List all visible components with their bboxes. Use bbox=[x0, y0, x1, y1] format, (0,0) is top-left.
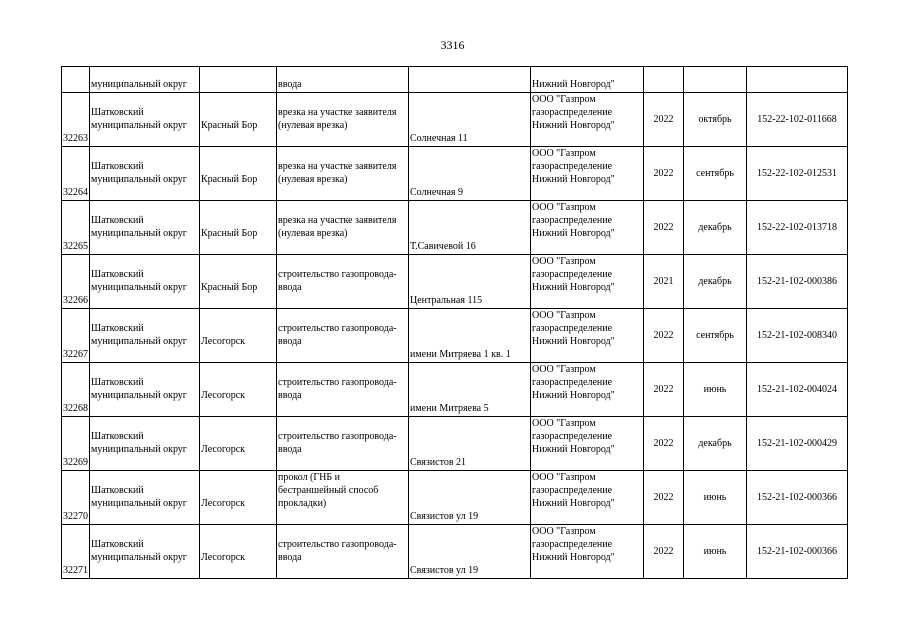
code-cell bbox=[747, 363, 848, 417]
address: Связистов ул 19 bbox=[410, 565, 479, 576]
organization-line-2: газораспределение bbox=[532, 161, 613, 172]
organization-cell bbox=[531, 201, 644, 255]
code-cell bbox=[747, 417, 848, 471]
address-cell bbox=[409, 93, 531, 147]
month: декабрь bbox=[698, 276, 732, 287]
code-cell bbox=[747, 309, 848, 363]
district-cell bbox=[90, 525, 200, 579]
month-cell bbox=[684, 147, 747, 201]
row-number: 32266 bbox=[63, 295, 88, 306]
row-number-cell bbox=[62, 201, 90, 255]
district-line-1: Шатковский bbox=[91, 215, 144, 226]
table-row bbox=[62, 201, 848, 255]
worktype-line-2: (нулевая врезка) bbox=[278, 228, 348, 239]
month: июнь bbox=[703, 492, 727, 503]
organization-line-2: газораспределение bbox=[532, 485, 613, 496]
locality-cell bbox=[200, 93, 277, 147]
organization-line-2: газораспределение bbox=[532, 215, 613, 226]
worktype-line-2: (нулевая врезка) bbox=[278, 120, 348, 131]
worktype-line-2: бестраншейный способ bbox=[278, 485, 379, 496]
row-number-cell bbox=[62, 147, 90, 201]
locality: Лесогорск bbox=[201, 390, 245, 401]
district-line-1: Шатковский bbox=[91, 431, 144, 442]
organization-line-3: Нижний Новгород" bbox=[532, 444, 615, 455]
row-number: 32269 bbox=[63, 457, 88, 468]
year: 2022 bbox=[653, 492, 674, 503]
district-line-1: Шатковский bbox=[91, 107, 144, 118]
address: Связистов 21 bbox=[410, 457, 467, 468]
organization-cell bbox=[531, 417, 644, 471]
district-line-2: муниципальный округ bbox=[91, 444, 187, 455]
worktype-cell bbox=[277, 255, 409, 309]
address-cell bbox=[409, 417, 531, 471]
district-cell bbox=[90, 471, 200, 525]
address-cell bbox=[409, 363, 531, 417]
worktype-cell bbox=[277, 201, 409, 255]
worktype-line-2: ввода bbox=[278, 390, 302, 401]
organization-line-2: газораспределение bbox=[532, 269, 613, 280]
locality-cell bbox=[200, 255, 277, 309]
year-cell bbox=[644, 255, 684, 309]
organization-line-3: Нижний Новгород" bbox=[532, 390, 615, 401]
code-cell bbox=[747, 67, 848, 93]
year-cell bbox=[644, 201, 684, 255]
worktype-line-2: (нулевая врезка) bbox=[278, 174, 348, 185]
locality-cell bbox=[200, 417, 277, 471]
code-cell bbox=[747, 525, 848, 579]
contract-code: 152-21-102-000429 bbox=[757, 438, 837, 449]
locality-cell bbox=[200, 471, 277, 525]
organization-line-1: ООО "Газпром bbox=[532, 148, 596, 159]
organization-cell bbox=[531, 363, 644, 417]
locality: Красный Бор bbox=[201, 120, 258, 131]
district-line-1: Шатковский bbox=[91, 539, 144, 550]
year: 2022 bbox=[653, 168, 674, 179]
contract-code: 152-22-102-013718 bbox=[757, 222, 837, 233]
table-row-partial bbox=[62, 67, 848, 93]
address: Т.Савичевой 16 bbox=[410, 241, 476, 252]
organization-line-1: ООО "Газпром bbox=[532, 418, 596, 429]
code-cell bbox=[747, 471, 848, 525]
row-number-cell bbox=[62, 309, 90, 363]
month-cell bbox=[684, 417, 747, 471]
month-cell bbox=[684, 525, 747, 579]
row-number-cell bbox=[62, 363, 90, 417]
worktype-line-1: врезка на участке заявителя bbox=[278, 107, 397, 118]
address-cell bbox=[409, 67, 531, 93]
row-number: 32264 bbox=[63, 187, 88, 198]
year: 2022 bbox=[653, 114, 674, 125]
locality: Лесогорск bbox=[201, 498, 245, 509]
organization-line-2: газораспределение bbox=[532, 539, 613, 550]
locality-cell bbox=[200, 309, 277, 363]
year-cell bbox=[644, 67, 684, 93]
contract-code: 152-21-102-004024 bbox=[757, 384, 837, 395]
worktype-cell: ввода bbox=[277, 67, 409, 93]
table-row bbox=[62, 363, 848, 417]
month-cell bbox=[684, 255, 747, 309]
page-number: 3316 bbox=[440, 38, 465, 52]
address-cell bbox=[409, 309, 531, 363]
locality-cell bbox=[200, 147, 277, 201]
district-cell: муниципальный округ bbox=[90, 67, 200, 93]
registry-table bbox=[61, 66, 848, 579]
locality: Лесогорск bbox=[201, 552, 245, 563]
organization-line-3: Нижний Новгород" bbox=[532, 552, 615, 563]
address: имени Митряева 5 bbox=[410, 403, 489, 414]
year-cell bbox=[644, 93, 684, 147]
month-cell bbox=[684, 309, 747, 363]
organization-cell bbox=[531, 471, 644, 525]
organization-line-3: Нижний Новгород" bbox=[532, 228, 615, 239]
address: Центральная 115 bbox=[410, 295, 483, 306]
contract-code: 152-21-102-000366 bbox=[757, 492, 837, 503]
code-cell bbox=[747, 147, 848, 201]
organization-line-3: Нижний Новгород" bbox=[532, 174, 615, 185]
locality: Красный Бор bbox=[201, 282, 258, 293]
organization-cell bbox=[531, 93, 644, 147]
worktype-cell bbox=[277, 525, 409, 579]
locality: Красный Бор bbox=[201, 228, 258, 239]
organization-line-1: ООО "Газпром bbox=[532, 526, 596, 537]
district-line-2: муниципальный округ bbox=[91, 552, 187, 563]
month: декабрь bbox=[698, 222, 732, 233]
district-line-2: муниципальный округ bbox=[91, 174, 187, 185]
organization-cell bbox=[531, 309, 644, 363]
table-row bbox=[62, 147, 848, 201]
row-number: 32263 bbox=[63, 133, 88, 144]
code-cell bbox=[747, 93, 848, 147]
district-cell bbox=[90, 201, 200, 255]
year: 2022 bbox=[653, 222, 674, 233]
contract-code: 152-21-102-008340 bbox=[757, 330, 837, 341]
month-cell bbox=[684, 471, 747, 525]
organization-line-2: газораспределение bbox=[532, 431, 613, 442]
organization-cell: Нижний Новгород" bbox=[531, 67, 644, 93]
locality-cell bbox=[200, 201, 277, 255]
month: сентябрь bbox=[696, 330, 734, 341]
district-line-2: муниципальный округ bbox=[91, 120, 187, 131]
district-line-1: Шатковский bbox=[91, 485, 144, 496]
organization-line-1: ООО "Газпром bbox=[532, 472, 596, 483]
organization-line-1: ООО "Газпром bbox=[532, 364, 596, 375]
organization-line-3: Нижний Новгород" bbox=[532, 498, 615, 509]
year: 2022 bbox=[653, 438, 674, 449]
worktype-line-1: прокол (ГНБ и bbox=[278, 472, 340, 483]
contract-code: 152-22-102-011668 bbox=[757, 114, 837, 125]
locality: Красный Бор bbox=[201, 174, 258, 185]
year-cell bbox=[644, 363, 684, 417]
district-line-1: Шатковский bbox=[91, 377, 144, 388]
worktype-line-1: врезка на участке заявителя bbox=[278, 215, 397, 226]
year-cell bbox=[644, 309, 684, 363]
worktype-cell bbox=[277, 93, 409, 147]
district-line-1: Шатковский bbox=[91, 323, 144, 334]
table-row bbox=[62, 417, 848, 471]
worktype-line-1: строительство газопровода- bbox=[278, 323, 397, 334]
table-row bbox=[62, 93, 848, 147]
row-number: 32268 bbox=[63, 403, 88, 414]
district-cell bbox=[90, 417, 200, 471]
worktype-cell bbox=[277, 309, 409, 363]
address: Солнечная 9 bbox=[410, 187, 463, 198]
locality-cell bbox=[200, 363, 277, 417]
row-number: 32271 bbox=[63, 565, 88, 576]
organization-line-1: ООО "Газпром bbox=[532, 256, 596, 267]
worktype-cell bbox=[277, 417, 409, 471]
worktype-cell bbox=[277, 147, 409, 201]
locality: Лесогорск bbox=[201, 336, 245, 347]
row-number: 32270 bbox=[63, 511, 88, 522]
organization-line-3: Нижний Новгород" bbox=[532, 120, 615, 131]
month-cell bbox=[684, 93, 747, 147]
organization-line-2: газораспределение bbox=[532, 377, 613, 388]
district-cell bbox=[90, 309, 200, 363]
row-number-cell bbox=[62, 255, 90, 309]
year: 2022 bbox=[653, 546, 674, 557]
worktype-line-1: строительство газопровода- bbox=[278, 269, 397, 280]
year-cell bbox=[644, 417, 684, 471]
year-cell bbox=[644, 525, 684, 579]
district-line-2: муниципальный округ bbox=[91, 282, 187, 293]
year-cell bbox=[644, 471, 684, 525]
code-cell bbox=[747, 201, 848, 255]
worktype-line-2: ввода bbox=[278, 444, 302, 455]
district-line-1: Шатковский bbox=[91, 269, 144, 280]
worktype-cell bbox=[277, 363, 409, 417]
table-row bbox=[62, 309, 848, 363]
organization-cell bbox=[531, 255, 644, 309]
address-cell bbox=[409, 255, 531, 309]
year: 2021 bbox=[653, 276, 674, 287]
month-cell bbox=[684, 363, 747, 417]
address-cell bbox=[409, 201, 531, 255]
worktype-line-2: ввода bbox=[278, 552, 302, 563]
address-cell bbox=[409, 471, 531, 525]
organization-line-2: газораспределение bbox=[532, 323, 613, 334]
district-cell bbox=[90, 93, 200, 147]
month: сентябрь bbox=[696, 168, 734, 179]
district-line-2: муниципальный округ bbox=[91, 336, 187, 347]
month: июнь bbox=[703, 384, 727, 395]
district-line-2: муниципальный округ bbox=[91, 498, 187, 509]
row-number-cell bbox=[62, 417, 90, 471]
address-cell bbox=[409, 525, 531, 579]
month: июнь bbox=[703, 546, 727, 557]
worktype-line-1: строительство газопровода- bbox=[278, 377, 397, 388]
table-row bbox=[62, 471, 848, 525]
district-cell bbox=[90, 255, 200, 309]
row-number-cell bbox=[62, 67, 90, 93]
organization-cell bbox=[531, 525, 644, 579]
worktype-line-1: строительство газопровода- bbox=[278, 431, 397, 442]
row-number-cell bbox=[62, 525, 90, 579]
organization-line-3: Нижний Новгород" bbox=[532, 282, 615, 293]
organization-line-3: Нижний Новгород" bbox=[532, 336, 615, 347]
address-cell bbox=[409, 147, 531, 201]
row-number: 32267 bbox=[63, 349, 88, 360]
year-cell bbox=[644, 147, 684, 201]
locality-cell bbox=[200, 67, 277, 93]
contract-code: 152-21-102-000386 bbox=[757, 276, 837, 287]
locality-cell bbox=[200, 525, 277, 579]
locality: Лесогорск bbox=[201, 444, 245, 455]
organization-line-2: газораспределение bbox=[532, 107, 613, 118]
code-cell bbox=[747, 255, 848, 309]
district-cell bbox=[90, 147, 200, 201]
worktype-line-1: строительство газопровода- bbox=[278, 539, 397, 550]
district-line-2: муниципальный округ bbox=[91, 390, 187, 401]
address: имени Митряева 1 кв. 1 bbox=[410, 349, 511, 360]
month: октябрь bbox=[698, 114, 732, 125]
worktype-line-2: ввода bbox=[278, 282, 302, 293]
organization-cell bbox=[531, 147, 644, 201]
organization-line-1: ООО "Газпром bbox=[532, 94, 596, 105]
district-cell bbox=[90, 363, 200, 417]
month-cell bbox=[684, 201, 747, 255]
contract-code: 152-21-102-000366 bbox=[757, 546, 837, 557]
worktype-line-2: ввода bbox=[278, 336, 302, 347]
table-row bbox=[62, 255, 848, 309]
organization-line-1: ООО "Газпром bbox=[532, 310, 596, 321]
row-number: 32265 bbox=[63, 241, 88, 252]
worktype-cell bbox=[277, 471, 409, 525]
worktype-line-3: прокладки) bbox=[278, 498, 327, 509]
district-line-1: Шатковский bbox=[91, 161, 144, 172]
worktype-line-1: врезка на участке заявителя bbox=[278, 161, 397, 172]
year: 2022 bbox=[653, 330, 674, 341]
address: Связистов ул 19 bbox=[410, 511, 479, 522]
address: Солнечная 11 bbox=[410, 133, 468, 144]
month-cell bbox=[684, 67, 747, 93]
table-row bbox=[62, 525, 848, 579]
district-line-2: муниципальный округ bbox=[91, 228, 187, 239]
month: декабрь bbox=[698, 438, 732, 449]
organization-line-1: ООО "Газпром bbox=[532, 202, 596, 213]
row-number-cell bbox=[62, 471, 90, 525]
row-number-cell bbox=[62, 93, 90, 147]
contract-code: 152-22-102-012531 bbox=[757, 168, 837, 179]
year: 2022 bbox=[653, 384, 674, 395]
